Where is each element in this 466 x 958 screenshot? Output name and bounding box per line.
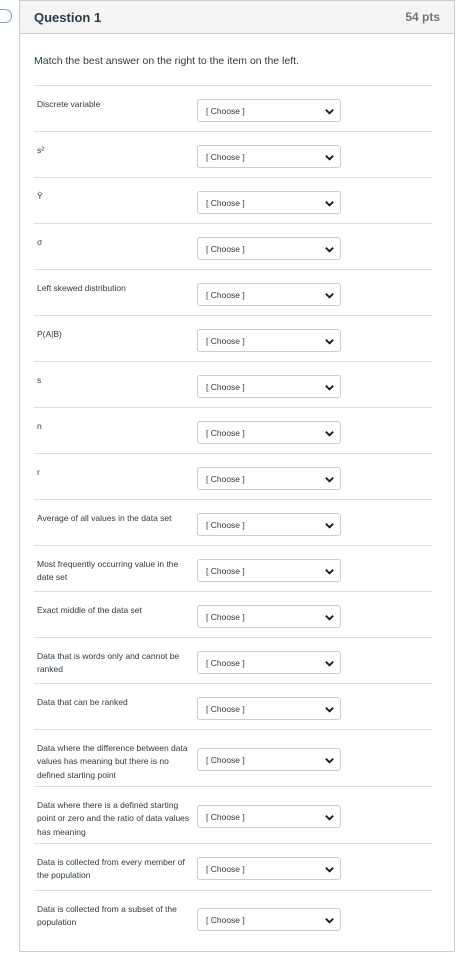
match-item-label: Data that can be ranked xyxy=(37,697,128,707)
match-item-label: Data is collected from a subset of the population xyxy=(37,904,177,928)
answer-select[interactable] xyxy=(197,237,341,260)
match-item-label: P(A|B) xyxy=(37,329,62,339)
match-row xyxy=(34,177,432,223)
match-item-label: Average of all values in the data set xyxy=(37,513,172,523)
match-row xyxy=(34,729,432,786)
match-item-label: Ŷ xyxy=(37,191,43,201)
question-prompt: Match the best answer on the right to the item on the left. xyxy=(34,55,299,67)
chevron-down-icon xyxy=(324,106,335,117)
match-item-label: Data where there is a defined starting point or zero and the ratio of data values has meaning xyxy=(37,800,190,837)
match-row xyxy=(34,407,432,453)
match-row xyxy=(34,361,432,407)
chevron-down-icon xyxy=(324,290,335,301)
match-row xyxy=(34,223,432,269)
chevron-down-icon xyxy=(324,382,335,393)
match-item-label: Discrete variable xyxy=(37,99,101,109)
answer-select[interactable] xyxy=(197,145,341,168)
answer-select[interactable] xyxy=(197,375,341,398)
answer-select-value: [ Choose ] xyxy=(206,105,245,116)
match-list xyxy=(34,85,432,944)
chevron-down-icon xyxy=(324,915,335,926)
chevron-down-icon xyxy=(324,566,335,577)
question-flag-icon[interactable] xyxy=(0,9,12,23)
match-item-label: s² xyxy=(37,145,45,155)
answer-select-value: [ Choose ] xyxy=(206,151,245,162)
match-row xyxy=(34,843,432,890)
question-points: 54 pts xyxy=(405,10,440,24)
chevron-down-icon xyxy=(324,520,335,531)
match-item-label: r xyxy=(37,467,40,477)
answer-select-value: [ Choose ] xyxy=(206,754,245,765)
chevron-down-icon xyxy=(324,612,335,623)
match-item-label: Data where the difference between data values has meaning but there is no defined starting point xyxy=(37,743,188,780)
match-row xyxy=(34,315,432,361)
answer-select-value: [ Choose ] xyxy=(206,243,245,254)
chevron-down-icon xyxy=(324,198,335,209)
answer-select[interactable] xyxy=(197,329,341,352)
answer-select[interactable] xyxy=(197,605,341,628)
match-row xyxy=(34,131,432,177)
chevron-down-icon xyxy=(324,336,335,347)
chevron-down-icon xyxy=(324,428,335,439)
answer-select-value: [ Choose ] xyxy=(206,473,245,484)
match-row xyxy=(34,786,432,843)
answer-select[interactable] xyxy=(197,697,341,720)
answer-select-value: [ Choose ] xyxy=(206,335,245,346)
answer-select-value: [ Choose ] xyxy=(206,565,245,576)
question-title: Question 1 xyxy=(34,9,102,25)
question-card xyxy=(19,0,455,952)
match-row xyxy=(34,890,432,944)
answer-select[interactable] xyxy=(197,559,341,582)
answer-select[interactable] xyxy=(197,857,341,880)
answer-select-value: [ Choose ] xyxy=(206,519,245,530)
match-item-label: n xyxy=(37,421,42,431)
answer-select[interactable] xyxy=(197,513,341,536)
answer-select[interactable] xyxy=(197,805,341,828)
match-item-label: Data that is words only and cannot be ranked xyxy=(37,651,180,675)
answer-select[interactable] xyxy=(197,191,341,214)
answer-select-value: [ Choose ] xyxy=(206,914,245,925)
answer-select-value: [ Choose ] xyxy=(206,703,245,714)
answer-select-value: [ Choose ] xyxy=(206,657,245,668)
answer-select[interactable] xyxy=(197,283,341,306)
match-item-label: Exact middle of the data set xyxy=(37,605,142,615)
match-row xyxy=(34,545,432,591)
chevron-down-icon xyxy=(324,658,335,669)
chevron-down-icon xyxy=(324,474,335,485)
chevron-down-icon xyxy=(324,755,335,766)
match-item-label: Left skewed distribution xyxy=(37,283,126,293)
answer-select[interactable] xyxy=(197,421,341,444)
match-item-label: Data is collected from every member of the population xyxy=(37,857,185,881)
answer-select[interactable] xyxy=(197,651,341,674)
answer-select[interactable] xyxy=(197,467,341,490)
answer-select-value: [ Choose ] xyxy=(206,811,245,822)
match-row xyxy=(34,499,432,545)
chevron-down-icon xyxy=(324,244,335,255)
chevron-down-icon xyxy=(324,864,335,875)
answer-select[interactable] xyxy=(197,748,341,771)
match-row xyxy=(34,269,432,315)
answer-select-value: [ Choose ] xyxy=(206,381,245,392)
match-item-label: s xyxy=(37,375,42,385)
question-header xyxy=(20,1,454,34)
answer-select[interactable] xyxy=(197,99,341,122)
answer-select-value: [ Choose ] xyxy=(206,197,245,208)
chevron-down-icon xyxy=(324,812,335,823)
match-item-label: σ xyxy=(37,237,43,247)
match-row xyxy=(34,637,432,683)
answer-select-value: [ Choose ] xyxy=(206,611,245,622)
match-row xyxy=(34,453,432,499)
match-row xyxy=(34,591,432,637)
match-row xyxy=(34,85,432,131)
answer-select-value: [ Choose ] xyxy=(206,427,245,438)
answer-select-value: [ Choose ] xyxy=(206,863,245,874)
match-item-label: Most frequently occurring value in the date set xyxy=(37,559,179,583)
answer-select[interactable] xyxy=(197,908,341,931)
match-row xyxy=(34,683,432,729)
answer-select-value: [ Choose ] xyxy=(206,289,245,300)
chevron-down-icon xyxy=(324,152,335,163)
chevron-down-icon xyxy=(324,704,335,715)
